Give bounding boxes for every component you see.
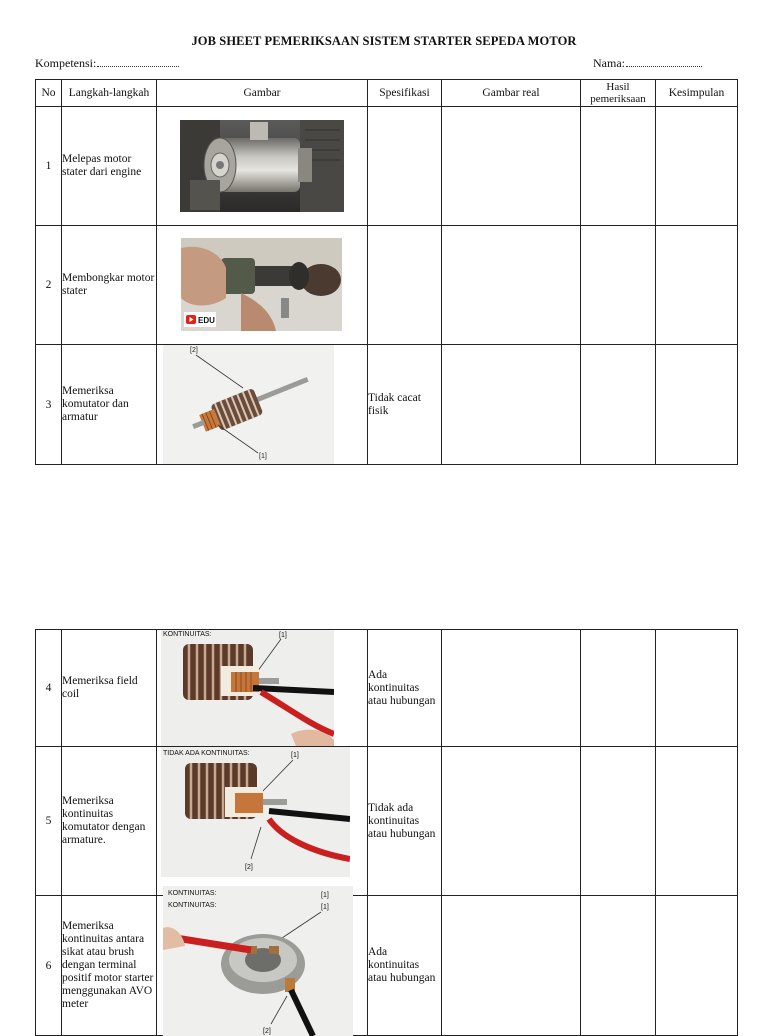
row-picture	[157, 890, 368, 1036]
row-spec: Tidak ada kontinuitas atau hubungan	[368, 747, 442, 896]
job-sheet-table-1	[35, 79, 738, 465]
header-picture: Gambar	[157, 80, 368, 107]
page-title: JOB SHEET PEMERIKSAAN SISTEM STARTER SEPEDA MOTOR	[191, 34, 577, 48]
row-number: 6	[36, 896, 62, 1036]
job-sheet-table-2	[35, 629, 738, 1036]
label-2: [2]	[263, 1028, 271, 1035]
nama-blank[interactable]	[626, 56, 702, 67]
edu-logo-text: EDU	[198, 316, 215, 325]
row-result[interactable]	[581, 107, 656, 226]
row-step: Membongkar motor stater	[62, 226, 157, 345]
row-number: 3	[36, 345, 62, 465]
table-row	[36, 345, 738, 465]
header-no: No	[36, 80, 62, 107]
row-picture	[157, 345, 368, 465]
image-caption: KONTINUITAS:	[163, 631, 212, 638]
table-row	[36, 630, 738, 747]
label-2: [2]	[190, 347, 198, 354]
row-picture	[157, 226, 368, 345]
commutator-armature-test-photo	[161, 747, 350, 877]
row-spec	[368, 107, 442, 226]
row-conclusion[interactable]	[656, 107, 738, 226]
row-number: 4	[36, 630, 62, 747]
header-row	[36, 80, 738, 107]
field-coil-test-photo	[161, 630, 334, 746]
label-1: [1]	[259, 453, 267, 460]
row-number: 2	[36, 226, 62, 345]
row-picture	[157, 107, 368, 226]
image-caption: TIDAK ADA KONTINUITAS:	[163, 750, 250, 757]
row-conclusion[interactable]	[656, 896, 738, 1036]
header-result: Hasil pemeriksaan	[581, 80, 656, 107]
row-spec	[368, 226, 442, 345]
label-1: [1]	[291, 752, 299, 759]
row-spec: Ada kontinuitas atau hubungan	[368, 630, 442, 747]
row-spec: Tidak cacat fisik	[368, 345, 442, 465]
header-conclusion: Kesimpulan	[656, 80, 738, 107]
row-step: Memeriksa komutator dan armatur	[62, 345, 157, 465]
nama-field[interactable]	[593, 56, 702, 71]
row-result[interactable]	[581, 226, 656, 345]
row-real-picture[interactable]	[442, 107, 581, 226]
row-result[interactable]	[581, 747, 656, 896]
row-picture	[157, 747, 368, 896]
row-result[interactable]	[581, 345, 656, 465]
image-caption: KONTINUITAS:	[168, 890, 217, 897]
row-step: Memeriksa kontinuitas antara sikat atau brush dengan terminal positif motor starter menggunakan AVO meter	[62, 896, 157, 1036]
row-result[interactable]	[581, 630, 656, 747]
row-number: 1	[36, 107, 62, 226]
table-row	[36, 896, 738, 1036]
label-1a: [1]	[321, 892, 329, 899]
kompetensi-label: Kompetensi:	[35, 56, 97, 70]
header-real: Gambar real	[442, 80, 581, 107]
row-step: Memeriksa field coil	[62, 630, 157, 747]
row-real-picture[interactable]	[442, 896, 581, 1036]
header-steps: Langkah-langkah	[62, 80, 157, 107]
row-step: Melepas motor stater dari engine	[62, 107, 157, 226]
row-real-picture[interactable]	[442, 630, 581, 747]
row-real-picture[interactable]	[442, 226, 581, 345]
row-number: 5	[36, 747, 62, 896]
row-conclusion[interactable]	[656, 747, 738, 896]
row-real-picture[interactable]	[442, 345, 581, 465]
starter-motor-engine-photo	[180, 120, 344, 212]
label-2: [2]	[245, 864, 253, 871]
table-row	[36, 226, 738, 345]
row-result[interactable]	[581, 896, 656, 1036]
kompetensi-blank[interactable]	[97, 56, 179, 67]
row-real-picture[interactable]	[442, 747, 581, 896]
row-conclusion[interactable]	[656, 345, 738, 465]
table-row	[36, 747, 738, 896]
nama-label: Nama:	[593, 56, 625, 70]
label-1b: [1]	[321, 904, 329, 911]
kompetensi-field[interactable]	[35, 56, 179, 71]
label-1: [1]	[279, 632, 287, 639]
row-step: Memeriksa kontinuitas komutator dengan armature.	[62, 747, 157, 896]
row-conclusion[interactable]	[656, 630, 738, 747]
row-picture	[157, 630, 368, 747]
armature-diagram	[163, 345, 334, 464]
header-spec: Spesifikasi	[368, 80, 442, 107]
row-conclusion[interactable]	[656, 226, 738, 345]
row-spec: Ada kontinuitas atau hubungan	[368, 896, 442, 1036]
table-row	[36, 107, 738, 226]
brush-terminal-test-photo	[163, 886, 353, 1036]
image-caption-2: KONTINUITAS:	[168, 902, 217, 909]
disassemble-starter-photo	[181, 238, 342, 331]
